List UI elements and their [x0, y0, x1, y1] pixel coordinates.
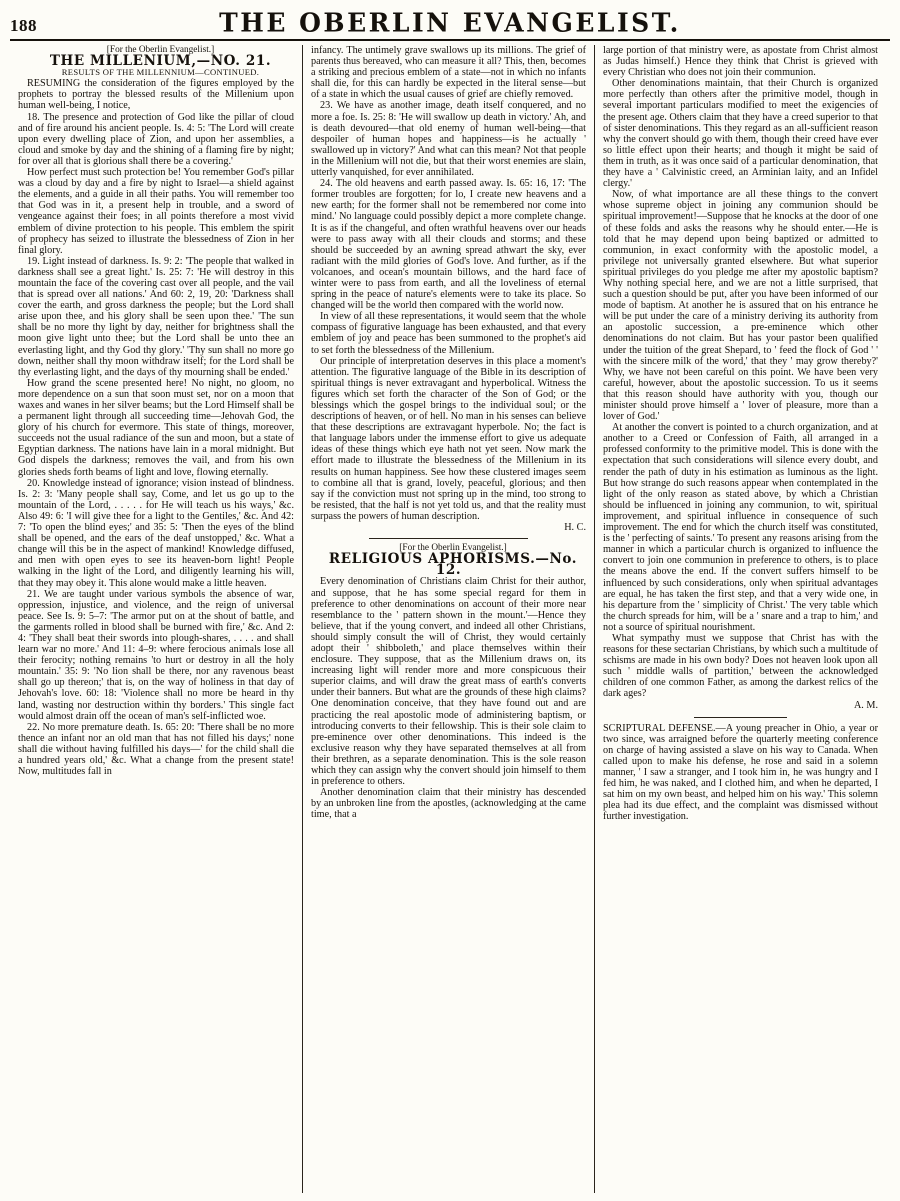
body-paragraph: SCRIPTURAL DEFENSE.—A young preacher in Ohio, a year or two since, was arraigned before the quarterly meeting conference on charge of having assisted a slave on his way to Canada. When called upon to make his defense, he rose and said in a solemn manner, ' I saw a stranger, and I took him in, he was hungry and I fed him, he was naked, and I clothed him, and when he departed, I sat him on my own beast, and helped him on his way.' This solemn plea had its due effect, and the complaint was dismissed without further investigation.	[603, 722, 878, 823]
body-paragraph: 22. No more premature death. Is. 65: 20: 'There shall be no more thence an infant nor an old man that has not filled his days;' none shall die without having fulfilled his days—' for the child shall die a hundred years old,' &c. What a change from the present state! Now, multitudes fall in	[18, 721, 294, 778]
page-number: 188	[10, 16, 37, 35]
article-credit-line: [For the Oberlin Evangelist.]	[399, 543, 507, 554]
body-paragraph: How grand the scene presented here! No night, no gloom, no more dependence on a sun that soon must set, nor on a moon that waxes and wanes in her silver beams; but the Lord Himself shall be a permanent light through all succeeding time—Jehovah God, the glory of his church for evermore. This state of things, moreover, succeeds not the usual radiance of the sun and moon, but a state of Egyptian darkness. The nations have lain in a moral midnight. But God dispels the darkness; removes the vail, and from his own glories sheds forth beams of light and love, flowing eternally.	[18, 377, 294, 478]
text-column-2	[302, 45, 594, 1193]
section-divider	[694, 717, 788, 718]
body-paragraph: What sympathy must we suppose that Christ has with the reasons for these sectarian Christians, by which such a multitude of schisms are made in his own body? Does not heaven look upon all such ' middle walls of partition,' between the acknowledged children of one common Father, as among the darkest relics of the dark ages?	[603, 632, 878, 700]
article-signature: H. C.	[564, 522, 586, 534]
body-paragraph: Other denominations maintain, that their Church is organized more perfectly than others after the primitive model, though in several important particulars modified to meet the exigencies of the present age. Others claim that they have a creed superior to that of sister denominations. This they regard as an all-sufficient reason why the convert should go with them, though their creed have ever so little effect upon their hearts; and though it might be said of them in truth, as it was once said of a particular denomination, that they have a ' Calvinistic creed, an Arminian laity, and an Infidel clergy.'	[603, 78, 878, 190]
body-paragraph: At another the convert is pointed to a church organization, and at another to a Creed or Confession of Faith, all arranged in a professed conformity to the primitive model. This is done with the expectation that such considerations will silence every doubt, and render the path of duty in his estimation as luminous as the light. But how strange do such reasons appear when contemplated in the light of the only reason as stated above, by which a Christian should be influenced in joining any communion, to wit, spiritual improvement, and spiritual influence in consequence of such improvement. The end for which the church itself was constituted, is the ' perfecting of saints.' To present any reasons arising from the manner in which a particular church is organized to influence the convert to join one communion in preference to others, is to place the means above the end. If the convert suffers himself to be influenced by such considerations, only when spiritual advantages are equal, he has taken the first step, and that a very wide one, in his departure from the ' simplicity of Christ.' The very table which the church spreads for him, will be a ' snare and a trap to him,' and not a source of spiritual nourishment.	[603, 422, 878, 633]
article-title: THE MILLENIUM,—NO. 21.	[49, 53, 272, 70]
article-title: RELIGIOUS APHORISMS.—No. 12.	[328, 551, 578, 579]
body-paragraph: 23. We have as another image, death itself conquered, and no more a foe. Is. 25: 8: 'He will swallow up death in victory.' Ah, and is death devoured—that old enemy of human well-being—that despoiler of human hopes and happiness—is he actually ' swallowed up in victory?' And what can this mean? Not that people in the Millenium will not die, but that their worst enemies are slain, utterly vanquished, for ever annihilated.	[311, 100, 587, 179]
body-paragraph: RESUMING the consideration of the figures employed by the prophets to portray the blessed results of the Millenium upon human well-being, I notice,	[18, 78, 294, 112]
body-paragraph: infancy. The untimely grave swallows up its millions. The grief of parents thus bereaved, who can measure it all? This, then, becomes a striking and precious emblem of a state—not in which no infants shall die, for this can hardly be expected in the literal sense—but of a state in which the usual causes of grief are chiefly removed.	[311, 45, 586, 101]
article-signature: A. M.	[853, 699, 878, 711]
body-paragraph: 18. The presence and protection of God like the pillar of cloud and of fire around his ancient people. Is. 4: 5: 'The Lord will create upon every dwelling place of Zion, and upon her assemblies, a cloud and smoke by day and the shining of a flaming fire by night; for over all that is glorious shall there be a covering.'	[18, 111, 294, 167]
body-paragraph: Another denomination claim that their ministry has descended by an unbroken line from the apostles, (acknowledging at the came time, that a	[311, 787, 586, 821]
body-paragraph: In view of all these representations, it would seem that the whole compass of figurative language has been exhausted, and that every emblem of joy and peace has been summoned to the prophet's aid to set forth the blessedness of the Millenium.	[311, 311, 586, 356]
body-paragraph: 24. The old heavens and earth passed away. Is. 65: 16, 17: 'The former troubles are forgotten; for lo, I create new heavens and a new earth; for the former shall not be remembered nor come into mind.' No language could possibly depict a more complete change. It is as if the changeful, and often wrathful heavens over our heads were to pass away with all their clouds and storms; and these should be succeeded by an awning spread athwart the sky, ever radiant with the mild glories of God's love. And further, as if the volcanoes, and ocean's mountain billows, and the hard face of winter were to pass from earth, and all the loveliness of eternal spring in the peace of nature's elements were to take its place. So changed will be the world then compared with the world now.	[311, 178, 586, 312]
text-column-3	[594, 45, 886, 1193]
article-subtitle: RESULTS OF THE MILLENNIUM—CONTINUED.	[61, 67, 260, 78]
body-paragraph: How perfect must such protection be! You remember God's pillar was a cloud by day and a fire by night to Israel—a shield against the elements, and a guide in all their paths. You will remember too that God was in it, a present help in trouble, and a sword of vengeance against their foes; in all points therefore a most vivid emblem of divine protection to his people. This emblem the spirit of prophecy has seized to illustrate the blessedness of Zion in her final glory.	[18, 167, 294, 256]
column-container	[10, 45, 890, 1193]
text-column-1	[10, 45, 302, 1193]
body-paragraph: Now, of what importance are all these things to the convert whose supreme object in joining any communion should be spiritual improvement!—Suppose that he knocks at the door of one of these folds and asks the reasons why he should enter.—He is told that he may depend upon being baptized or admitted to communion, in exact conformity with the apostolic model, a privilege not universally granted elsewhere. But what superior spiritual privileges do you pledge me after my apostolic baptism? Why nothing special here, and we are not a little surprised, that such a question should be put, after you have been informed of our mode of baptism. At another he is assured that on his entrance he will be put under the care of a ministry deriving its authority from an apostolic succession, a pre-eminence which other denominations do not claim. But has your pastor been qualified under the tuition of the great Shepard, to ' feed the flock of God ' ' with the sincere milk of the word,' that they ' may grow thereby?' Why, we have not been careful on this point. We have been very careful, however, about the apostolic succession. To us it seems that this reason should have authority with you, though our minister should prove himself a ' lover of pleasure, more than a lover of God.'	[603, 189, 878, 423]
masthead	[10, 8, 890, 41]
article-credit-line: [For the Oberlin Evangelist.]	[106, 45, 215, 55]
body-paragraph: 21. We are taught under various symbols the absence of war, oppression, injustice, and violence, and the reign of universal peace. See Is. 9: 5–7: 'The armor put on at the shout of battle, and the garments rolled in blood shall be burned with fire,' &c. And 2: 4: 'They shall beat their swords into plough-shares, . . . . and shall learn war no more.' And 11: 4–9: where ferocious animals lose all their ferocity; nothing remains 'to hurt or destroy in all the holy mountain.' 35: 9: 'No lion shall be there, nor any ravenous beast shall go up thereon;' that is, on the way of holiness in that day of Jehovah's love. 60: 18: 'Violence shall no more be heard in thy land, wasting nor destruction within thy borders.' This single fact would almost drain off the ocean of man's self-inflicted woe.	[18, 588, 294, 722]
body-paragraph: 19. Light instead of darkness. Is. 9: 2: 'The people that walked in darkness shall see a great light.' Is. 25: 7: 'He will destroy in this mountain the face of the covering cast over all people, and the vail that is spread over all nations.' And 60: 2, 19, 20: 'Darkness shall cover the earth, and gross darkness the people; but the Lord shall arise upon thee, and his glory shall be seen upon thee.' 'The sun shall be no more thy light by day, neither for brightness shall the moon give light unto thee; but the Lord shall be unto thee an everlasting light, and thy God thy glory.' 'Thy sun shall no more go down, neither shall thy moon withdraw itself; for the Lord shall be thy everlasting light, and the days of thy mourning shall be ended.'	[18, 255, 294, 378]
body-paragraph: Our principle of interpretation deserves in this place a moment's attention. The figurative language of the Bible in its description of spiritual things is never extravagant and hyperbolical. Witness the figures which set forth the character of the Son of God; or the blessings which the gospel brings to the individual soul; or the descriptions of heaven, or of hell. No man in his senses can believe that these descriptions are extravagant hyperbole. No; the fact is that language labors under the immense effort to give us adequate ideas of these things which eye hath not yet seen. Now mark the effort made to illustrate the blessedness of the Millenium in its results on human happiness. See how these clustered images seem to combine all that is grand, lovely, peaceful, glorious; and then say if the conviction must not spring up in the mind, too strong to be resisted, that the half is not yet told us, and that the reality must surpass the powers of human description.	[311, 355, 586, 522]
section-divider	[369, 538, 529, 539]
body-paragraph: large portion of that ministry were, as apostate from Christ almost as Judas himself.) Hence they think that Christ is grieved with every Christian who does not join their communion.	[603, 45, 878, 79]
publication-title: THE OBERLIN EVANGELIST.	[219, 7, 681, 38]
body-paragraph: 20. Knowledge instead of ignorance; vision instead of blindness. Is. 2: 3: 'Many people shall say, Come, and let us go up to the mountain of the Lord, . . . . . for He will teach us his ways,' &c. Also 49: 6: 'I will give thee for a light to the Gentiles,' &c. And 42: 7: 'To open the blind eyes;' and 35: 5: 'Then the eyes of the blind shall be opened, and the ears of the deaf unstopped,' &c. What a change will this be in the aspect of mankind! Knowledge diffused, and men with open eyes to see its heaven-born light! People walking in the light of the Lord, and diligently learning his will, that they may obey it. This alone would make a little heaven.	[18, 477, 294, 589]
body-paragraph: Every denomination of Christians claim Christ for their author, and suppose, that he has some special regard for them in preference to other denominations on account of their more near resemblance to the ' pattern shown in the mount.'—Hence they believe, that if the young convert, and indeed all other Christians, should simply consult the will of Christ, they would certainly adopt their ' shibboleth,' and place themselves within their enclosure. They suppose, that as the Millenium draws on, its increasing light will render more and more conspicuous their superior claims, and will draw the great mass of earth's converts under their banners. But what are the grounds of these high claims? One denomination conceive, that they have found out and are practicing the real apostolic mode of administering baptism, or introducing converts to their fellowship. This is their sole claim to pre-eminence over other denominations. This indeed is the exclusive reason why they have separated themselves at all from their brethren, as a separate denomination. This is the sole reason which they can assign why the convert should join himself to them in preference to others.	[311, 576, 586, 788]
